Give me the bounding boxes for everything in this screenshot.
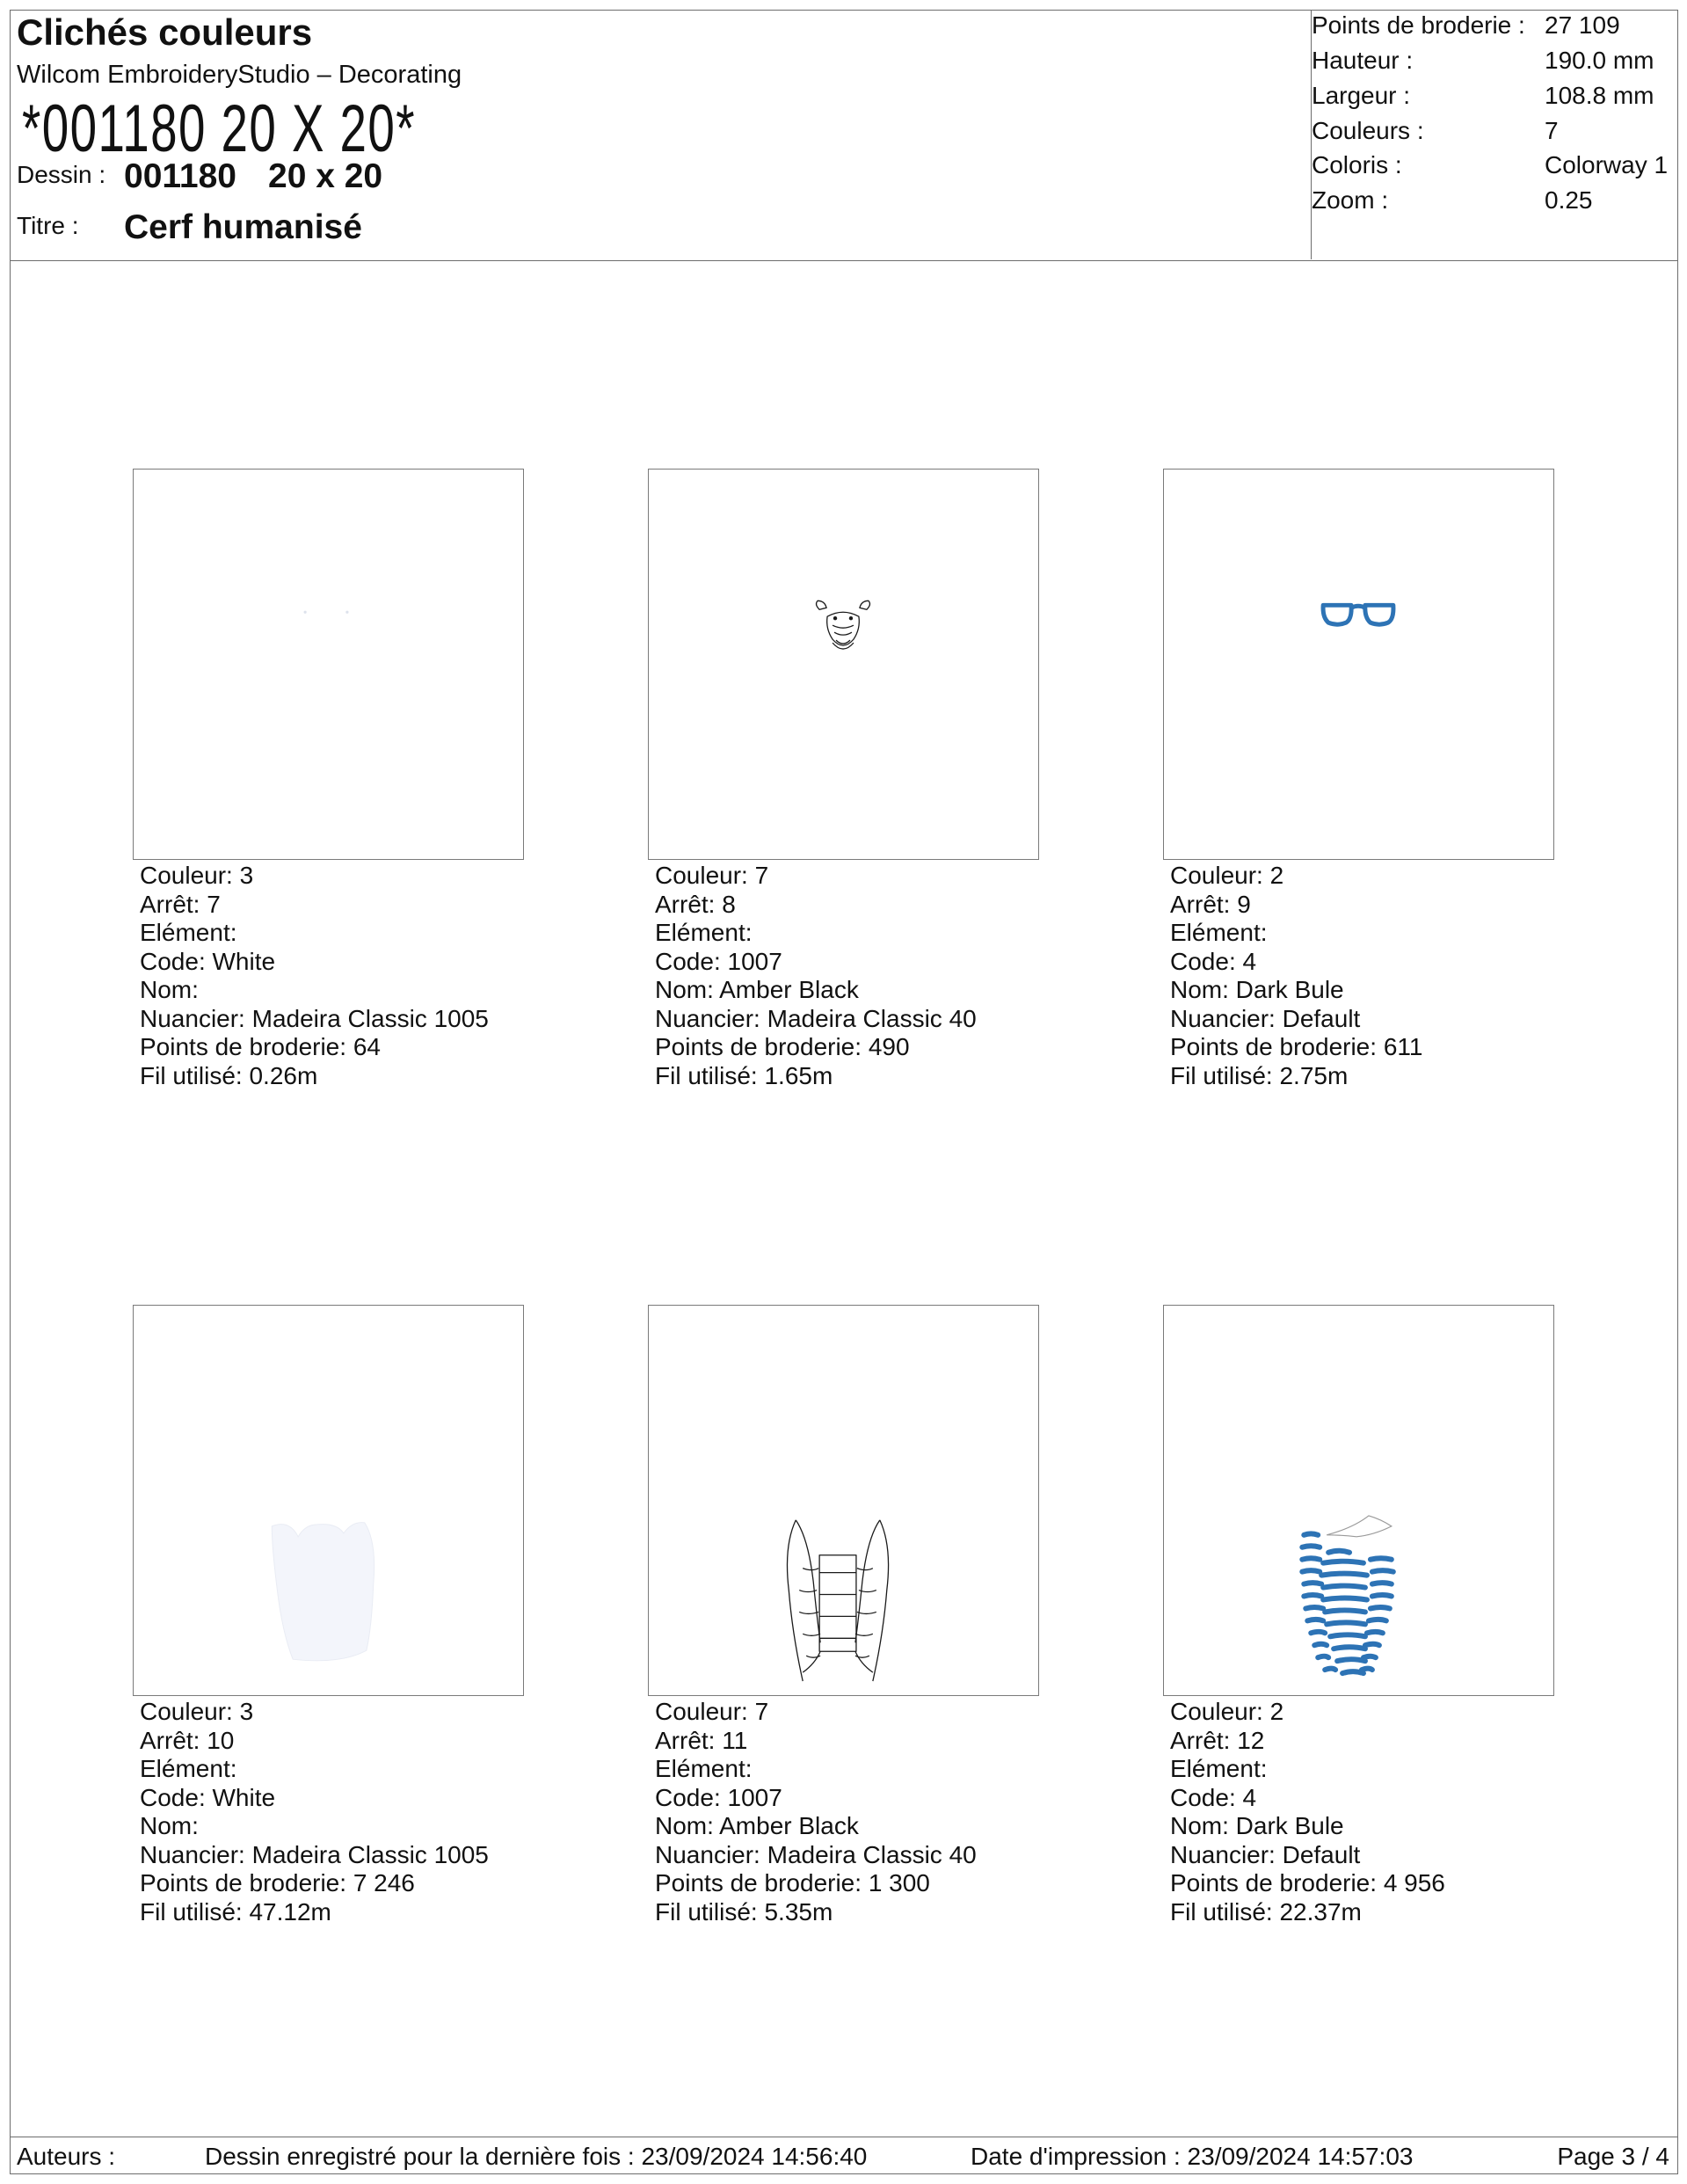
code-line: Code: White [140,947,276,975]
couleur-line: Couleur: 3 [140,862,254,889]
color-block-details [1170,862,1554,1090]
element-line: Elément: [140,1755,237,1782]
glasses-icon [1164,470,1553,859]
nuancier-line: Nuancier: Default [1170,1004,1361,1032]
dessin-size: 20 x 20 [268,157,383,195]
nom-line: Nom: [140,976,199,1003]
code-line: Code: 4 [1170,947,1257,975]
color-block-4 [133,1305,524,1926]
nom-line: Nom: Dark Bule [1170,976,1344,1003]
couleur-line: Couleur: 7 [655,1698,769,1725]
points-line: Points de broderie: 7 246 [140,1869,415,1896]
nuancier-line: Nuancier: Madeira Classic 1005 [140,1004,489,1032]
couleur-line: Couleur: 7 [655,862,769,889]
titre-value: Cerf humanisé [124,208,362,246]
deer-face-outline-icon [649,470,1038,859]
color-block-6 [1163,1305,1554,1926]
thumbnail [648,469,1039,860]
element-line: Elément: [140,919,237,946]
color-block-details [655,1698,1039,1926]
points-line: Points de broderie: 611 [1170,1033,1423,1060]
fil-line: Fil utilisé: 0.26m [140,1061,318,1089]
element-line: Elément: [655,919,753,946]
dessin-value [124,157,382,196]
arret-line: Arrêt: 11 [655,1726,748,1754]
code-line: Code: 1007 [655,1783,782,1811]
auteurs-label: Auteurs : [17,2143,116,2170]
element-line: Elément: [1170,1755,1268,1782]
white-shirt-fill-icon [134,1306,523,1695]
shirt-outline-icon [649,1306,1038,1695]
color-block-details [1170,1698,1554,1926]
nom-line: Nom: Dark Bule [1170,1812,1344,1839]
report-header [10,10,1678,261]
couleur-line: Couleur: 2 [1170,862,1284,889]
code-line: Code: 4 [1170,1783,1257,1811]
arret-line: Arrêt: 10 [140,1726,235,1754]
fil-line: Fil utilisé: 47.12m [140,1897,331,1926]
report-footer [10,2137,1678,2174]
dessin-label: Dessin : [17,161,106,188]
white-eye-dots-icon [134,470,523,859]
points-line: Points de broderie: 1 300 [655,1869,930,1896]
color-block-details [140,862,524,1090]
color-block-details [655,862,1039,1090]
arret-line: Arrêt: 9 [1170,890,1251,918]
arret-line: Arrêt: 12 [1170,1726,1265,1754]
document-title: Clichés couleurs [17,11,313,53]
nom-line: Nom: Amber Black [655,976,859,1003]
couleur-line: Couleur: 3 [140,1698,254,1725]
element-line: Elément: [1170,919,1268,946]
thumbnail [648,1305,1039,1696]
nuancier-line: Nuancier: Madeira Classic 40 [655,1840,977,1868]
fil-line: Fil utilisé: 22.37m [1170,1897,1362,1926]
titre-label: Titre : [17,212,79,239]
points-line: Points de broderie: 490 [655,1033,910,1060]
color-block-2 [648,469,1039,1090]
dessin-code: 001180 [124,157,236,195]
points-line: Points de broderie: 4 956 [1170,1869,1445,1896]
fil-line: Fil utilisé: 1.65m [655,1061,833,1089]
nuancier-line: Nuancier: Madeira Classic 40 [655,1004,977,1032]
nuancier-line: Nuancier: Default [1170,1840,1361,1868]
barcode-text: *001180 20 X 20* [22,91,417,166]
last-saved-date: Dessin enregistré pour la dernière fois : 23/09/2024 14:56:40 [205,2143,868,2170]
color-block-5 [648,1305,1039,1926]
nom-line: Nom: [140,1812,199,1839]
application-name: Wilcom EmbroideryStudio – Decorating [17,61,462,89]
thumbnail [133,1305,524,1696]
thumbnail [133,469,524,860]
thumbnail [1163,1305,1554,1696]
arret-line: Arrêt: 7 [140,890,221,918]
color-block-1 [133,469,524,1090]
code-line: Code: 1007 [655,947,782,975]
nuancier-line: Nuancier: Madeira Classic 1005 [140,1840,489,1868]
thumbnail [1163,469,1554,860]
page-number: Page 3 / 4 [1557,2143,1669,2170]
color-block-3 [1163,469,1554,1090]
color-block-details [140,1698,524,1926]
nom-line: Nom: Amber Black [655,1812,859,1839]
arret-line: Arrêt: 8 [655,890,736,918]
striped-shirt-icon [1164,1306,1553,1695]
print-date: Date d'impression : 23/09/2024 14:57:03 [971,2143,1414,2170]
points-line: Points de broderie: 64 [140,1033,381,1060]
couleur-line: Couleur: 2 [1170,1698,1284,1725]
code-line: Code: White [140,1783,276,1811]
fil-line: Fil utilisé: 5.35m [655,1897,833,1926]
fil-line: Fil utilisé: 2.75m [1170,1061,1349,1089]
element-line: Elément: [655,1755,753,1782]
